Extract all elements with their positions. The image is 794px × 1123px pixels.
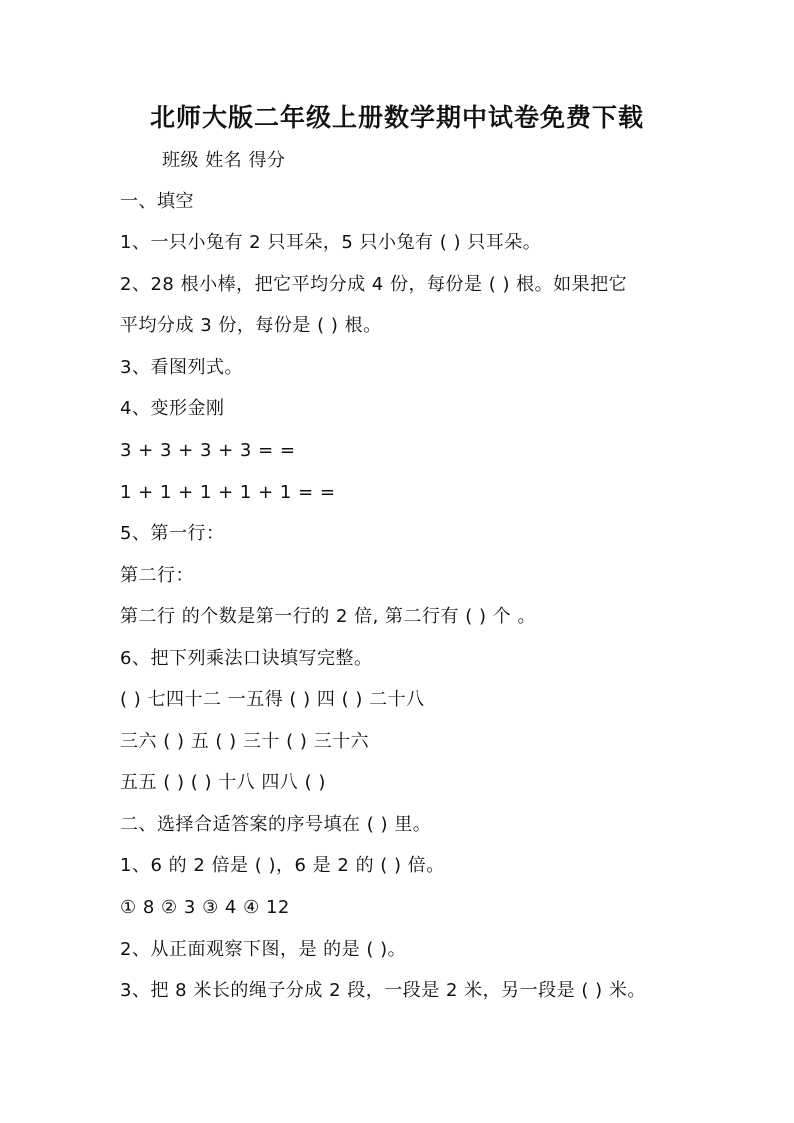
student-info-line: 班级 姓名 得分 bbox=[162, 150, 286, 171]
question-6: 6、把下列乘法口诀填写完整。 bbox=[120, 648, 373, 669]
question-3: 3、看图列式。 bbox=[120, 357, 243, 378]
choice-question-1: 1、6 的 2 倍是 ( )，6 是 2 的 ( ) 倍。 bbox=[120, 855, 445, 876]
choice-question-3: 3、把 8 米长的绳子分成 2 段，一段是 2 米，另一段是 ( ) 米。 bbox=[120, 980, 646, 1001]
equation-1: 3 + 3 + 3 + 3 = = bbox=[120, 440, 296, 461]
question-5-row-2: 第二行： bbox=[120, 565, 194, 586]
multiplication-row-2: 三六 ( ) 五 ( ) 三十 ( ) 三十六 bbox=[120, 731, 370, 752]
question-2-line-2: 平均分成 3 份，每份是 ( ) 根。 bbox=[120, 315, 382, 336]
section-heading-fill-blank: 一、填空 bbox=[120, 191, 194, 212]
page-title: 北师大版二年级上册数学期中试卷免费下载 bbox=[149, 103, 644, 132]
question-5-text: 第二行 的个数是第一行的 2 倍, 第二行有 ( ) 个 。 bbox=[120, 606, 536, 627]
multiplication-row-3: 五五 ( ) ( ) 十八 四八 ( ) bbox=[120, 772, 326, 793]
choice-question-2: 2、从正面观察下图，是 的是 ( )。 bbox=[120, 939, 407, 960]
section-heading-choice: 二、选择合适答案的序号填在 ( ) 里。 bbox=[120, 814, 432, 835]
equation-2: 1 + 1 + 1 + 1 + 1 = = bbox=[120, 482, 336, 503]
multiplication-row-1: ( ) 七四十二 一五得 ( ) 四 ( ) 二十八 bbox=[120, 689, 425, 710]
question-1: 1、一只小兔有 2 只耳朵，5 只小兔有 ( ) 只耳朵。 bbox=[120, 232, 542, 253]
question-4: 4、变形金刚 bbox=[120, 398, 225, 419]
question-5-row-1: 5、第一行： bbox=[120, 523, 225, 544]
choice-options: ① 8 ② 3 ③ 4 ④ 12 bbox=[120, 897, 290, 918]
question-2-line-1: 2、28 根小棒，把它平均分成 4 份，每份是 ( ) 根。如果把它 bbox=[120, 274, 628, 295]
